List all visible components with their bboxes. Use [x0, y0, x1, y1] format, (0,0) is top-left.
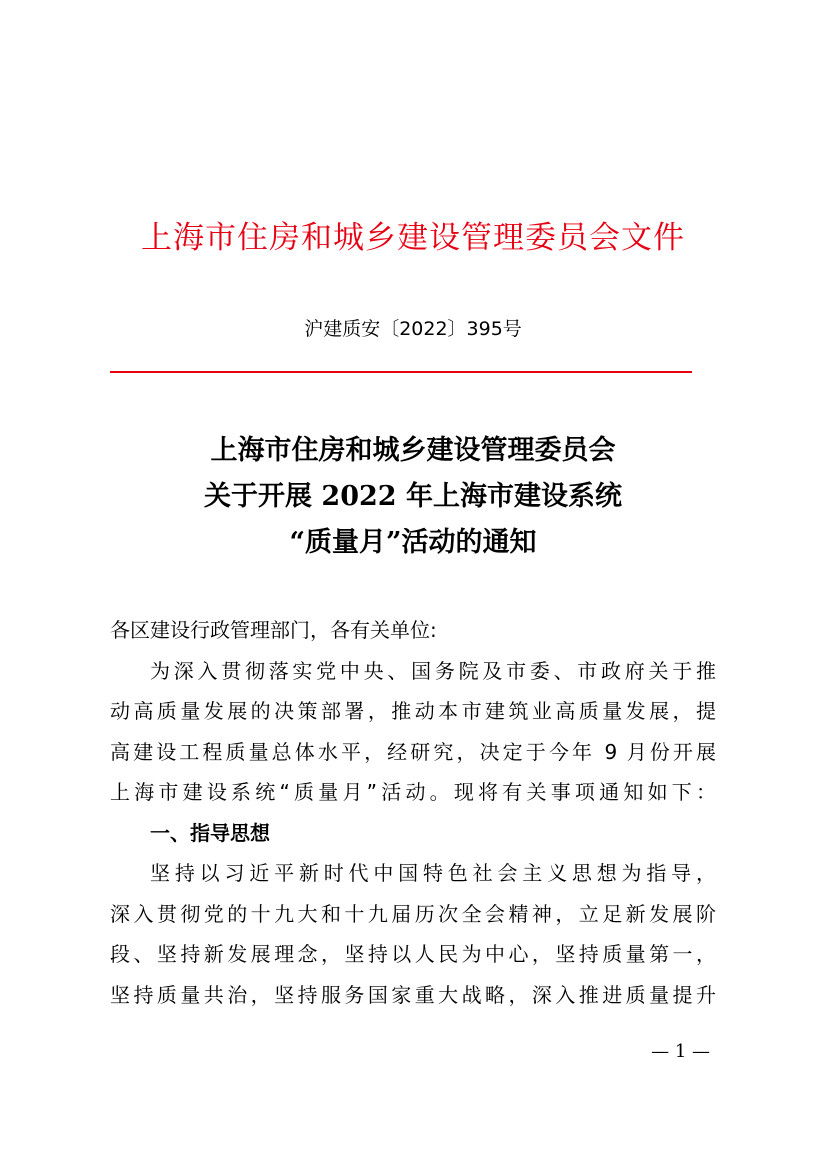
red-separator-line [110, 371, 692, 373]
document-masthead: 上海市住房和城乡建设管理委员会文件 [141, 220, 685, 256]
title-line: “质量月”活动的通知 [289, 527, 537, 558]
document-title [0, 428, 826, 566]
paragraph-line: 高建设工程质量总体水平，经研究，决定于今年 9 月份开展 [110, 739, 716, 764]
paragraph-line: 上海市建设系统“质量月”活动。现将有关事项通知如下： [110, 780, 716, 804]
paragraph-line: 为深入贯彻落实党中央、国务院及市委、市政府关于推 [150, 658, 716, 683]
paragraph-line: 坚持质量共治，坚持服务国家重大战略，深入推进质量提升 [110, 982, 716, 1007]
title-line: 上海市住房和城乡建设管理委员会 [210, 435, 616, 466]
page-number: — 1 — [651, 1041, 710, 1062]
paragraph-line: 坚持以习近平新时代中国特色社会主义思想为指导， [150, 861, 716, 885]
section-heading: 一、指导思想 [150, 820, 270, 845]
document-body [110, 610, 716, 1015]
paragraph-line: 段、坚持新发展理念，坚持以人民为中心，坚持质量第一， [110, 942, 716, 966]
paragraph-line: 深入贯彻党的十九大和十九届历次全会精神，立足新发展阶 [110, 901, 716, 926]
addressee: 各区建设行政管理部门，各有关单位: [110, 618, 437, 642]
paragraph-line: 动高质量发展的决策部署，推动本市建筑业高质量发展，提 [110, 699, 716, 723]
title-line: 关于开展 2022 年上海市建设系统 [204, 481, 622, 512]
document-number: 沪建质安〔2022〕395号 [304, 318, 522, 340]
